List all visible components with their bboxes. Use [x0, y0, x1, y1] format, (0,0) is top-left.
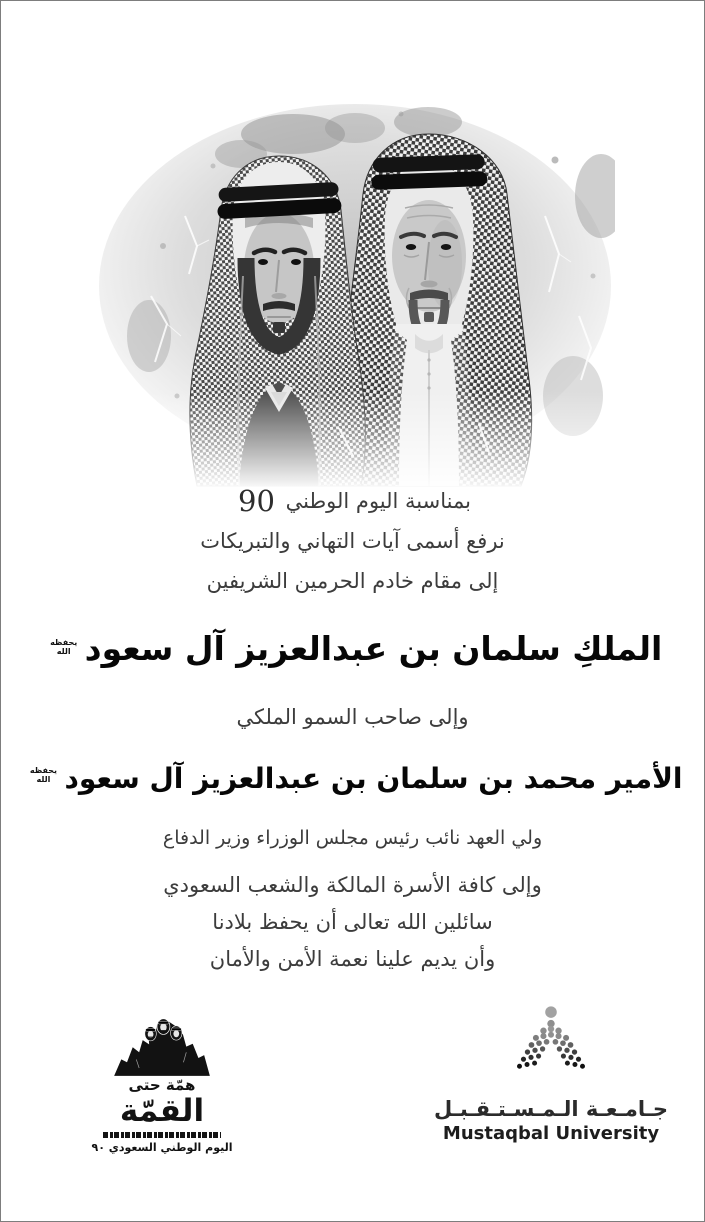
university-name-english: Mustaqbal University [442, 1123, 660, 1144]
national-day-subtitle: اليوم الوطني السعودي ٩٠ [91, 1141, 233, 1154]
closing-line-1: وإلى كافة الأسرة المالكة والشعب السعودي [163, 873, 542, 897]
king-name-calligraphy [1, 601, 704, 697]
national-day-tagline-top: همّة حتى [128, 1076, 196, 1094]
salutation-line: نرفع أسمى آيات التهاني والتبريكات [200, 529, 505, 553]
recipient-line: إلى مقام خادم الحرمين الشريفين [206, 569, 499, 593]
occasion-text: بمناسبة اليوم الوطني [285, 489, 471, 513]
king-name: الملكِ سلمان بن عبدالعزيز آل سعود [84, 629, 663, 668]
mountain-kings-icon [112, 1015, 212, 1076]
royal-highness-line: وإلى صاحب السمو الملكي [236, 705, 469, 729]
national-day-90-logo [87, 1015, 237, 1155]
prince-name-calligraphy [1, 737, 704, 821]
university-name-arabic: جـامـعـة الـمـسـتـقـبـل [433, 1097, 669, 1121]
mustaqbal-university-logo [429, 1005, 673, 1146]
prince-name: الأمير محمد بن سلمان بن عبدالعزيز آل سعود [64, 762, 683, 795]
greeting-text [1, 481, 704, 978]
royal-portraits-image [93, 96, 615, 491]
university-dots-icon [511, 1005, 591, 1076]
closing-line-3: وأن يديم علينا نعمة الأمن والأمان [209, 947, 496, 971]
national-day-tagline-main: القمّة [119, 1093, 205, 1129]
king-protection-seal: يحفظه الله [50, 638, 78, 656]
prince-protection-seal: يحفظه الله [29, 766, 58, 784]
kufic-decorative-strip [103, 1132, 221, 1138]
closing-line-2: سائلين الله تعالى أن يحفظ بلادنا [212, 910, 493, 934]
occasion-line [1, 481, 704, 521]
occasion-number: 90 [238, 484, 275, 518]
prince-title-line: ولي العهد نائب رئيس مجلس الوزراء وزير الدفاع [162, 827, 543, 849]
